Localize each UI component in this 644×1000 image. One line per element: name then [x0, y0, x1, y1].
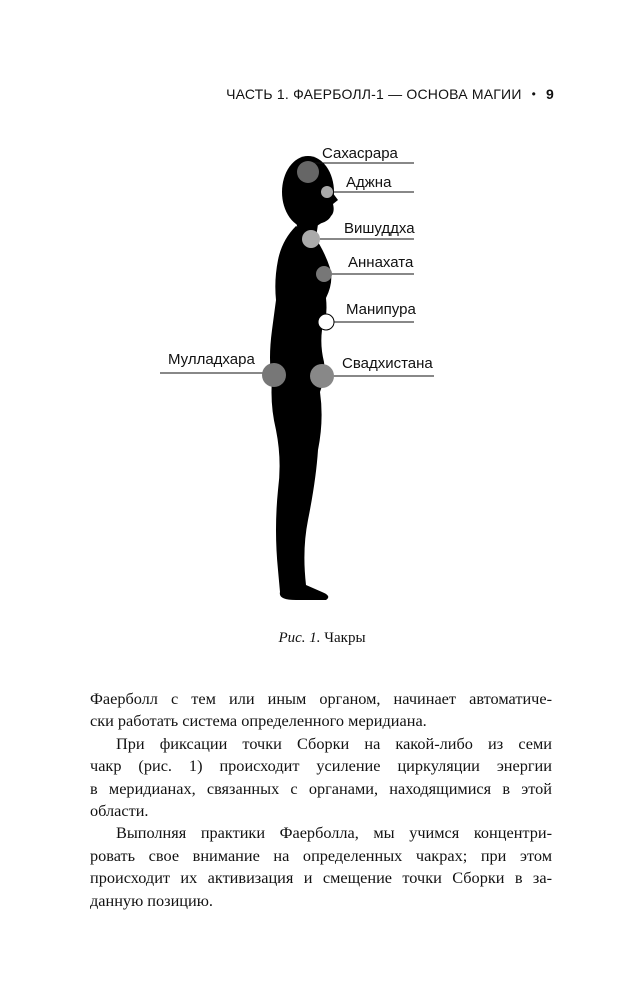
paragraph-1	[90, 688, 552, 733]
header-bullet: •	[531, 87, 536, 101]
chakra-dot-sahasrara	[297, 161, 319, 183]
text-line: области.	[90, 801, 149, 821]
text-line: данную позицию.	[90, 890, 213, 910]
page-number: 9	[546, 86, 554, 102]
label-muladhara: Мулладхара	[168, 351, 255, 368]
text-line: Выполняя практики Фаерболла, мы учимся концентри-	[116, 823, 552, 843]
label-ajna: Аджна	[346, 174, 392, 191]
text-line: При фиксации точки Сборки на какой-либо из семи	[116, 733, 552, 753]
label-manipura: Манипура	[346, 301, 416, 318]
label-sahasrara: Сахасрара	[322, 145, 398, 162]
text-line: Фаерболл с тем или иным органом, начинает автоматиче-	[90, 689, 552, 708]
label-anahata: Аннахата	[348, 254, 414, 271]
paragraph-3	[90, 822, 552, 912]
chakra-dot-ajna	[321, 186, 333, 198]
chakra-dot-vishuddha	[302, 230, 320, 248]
paragraph-2	[90, 733, 552, 823]
text-line: чакр (рис. 1) происходит усиление циркуляции энергии	[90, 756, 552, 776]
caption-prefix: Рис. 1.	[278, 630, 321, 646]
text-line: ровать свое внимание на определенных чакрах; при этом	[90, 845, 552, 865]
chakra-dot-muladhara	[262, 363, 286, 387]
label-vishuddha: Вишуддха	[344, 220, 415, 237]
text-line: ски работать система определенного меридиана.	[90, 711, 427, 731]
body-text	[90, 688, 552, 912]
chakra-dot-svadhisthana	[310, 364, 334, 388]
text-line: в меридианах, связанных с органами, находящимися в этой	[90, 778, 552, 798]
running-head	[226, 86, 554, 102]
text-line: происходит их активизация и смещение точки Сборки в за-	[90, 868, 552, 888]
figure-caption	[0, 630, 644, 647]
chakra-figure	[0, 130, 644, 610]
running-title: ЧАСТЬ 1. ФАЕРБОЛЛ-1 — ОСНОВА МАГИИ	[226, 86, 522, 102]
label-svadhisthana: Свадхистана	[342, 355, 433, 372]
caption-text: Чакры	[324, 630, 366, 646]
chakra-dot-manipura	[318, 314, 334, 330]
chakra-dot-anahata	[316, 266, 332, 282]
